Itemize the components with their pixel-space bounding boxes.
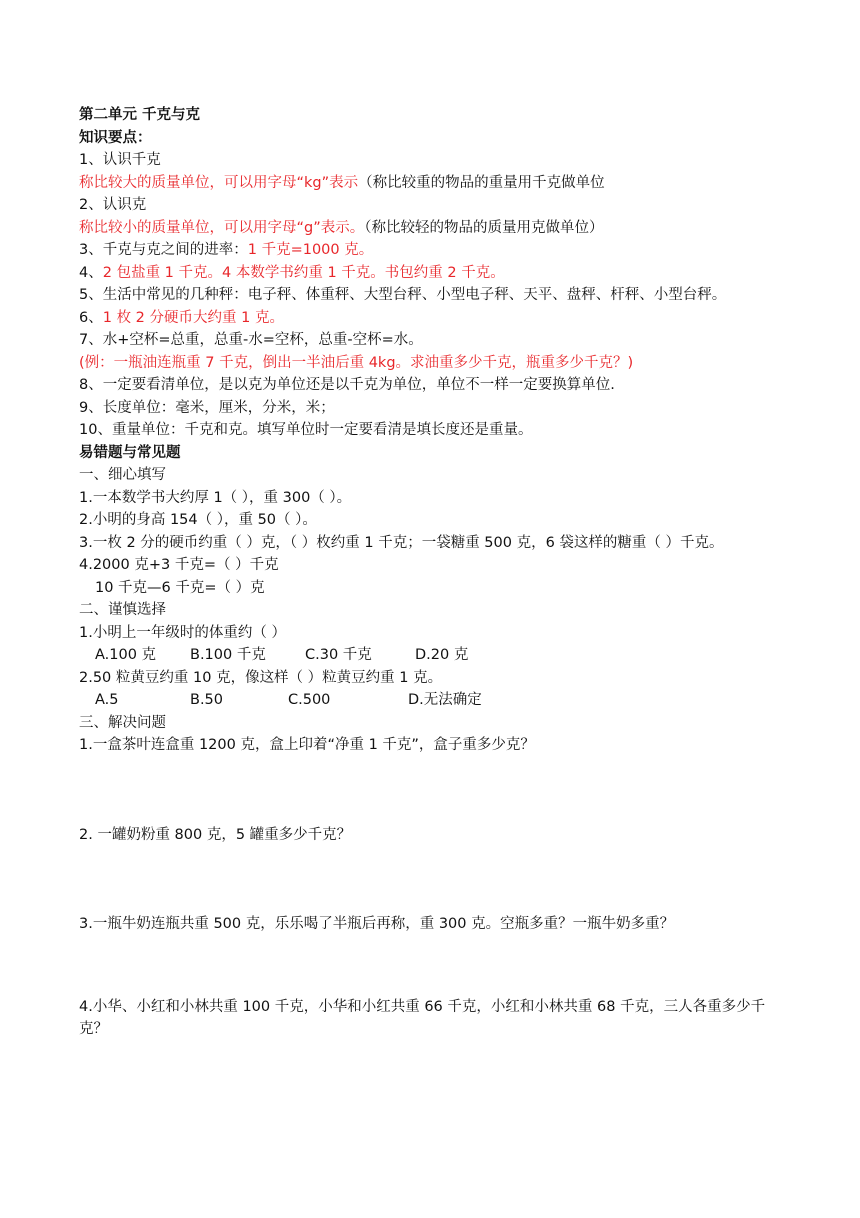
solve-question-4: 4.小华、小红和小林共重 100 千克，小华和小红共重 66 千克，小红和小林共重 68 千克，三人各重多少千克？ [79, 998, 766, 1037]
point-4-number: 4、 [79, 264, 103, 281]
unit-title: 第二单元 千克与克 [79, 107, 201, 123]
knowledge-point-9: 9、长度单位：毫米，厘米，分米，米； [79, 399, 335, 416]
g-note: （称比较轻的物品的质量用克做单位） [364, 219, 604, 236]
document-page [79, 104, 789, 1041]
knowledge-point-7-example: (例：一瓶油连瓶重 7 千克，倒出一半油后重 4kg。求油重多少千克，瓶重多少千克？) [79, 354, 634, 371]
g-definition: 称比较小的质量单位，可以用字母“g”表示。 [79, 219, 365, 236]
kg-note: （称比较重的物品的重量用千克做单位 [358, 174, 605, 191]
section-choice: 二、谨慎选择 [79, 602, 166, 618]
choice-1-option-a: A.100 克 [95, 647, 157, 663]
fill-question-3: 3.一枚 2 分的硬币约重（ ）克，（ ）枚约重 1 千克；一袋糖重 500 克，6 袋这样的糖重（ ）千克。 [79, 534, 724, 551]
point-6-number: 6、 [79, 309, 103, 326]
knowledge-point-6 [79, 307, 789, 330]
knowledge-point-2-detail [79, 217, 789, 240]
choice-question-2: 2.50 粒黄豆约重 10 克，像这样（ ）粒黄豆约重 1 克。 [79, 669, 443, 686]
choice-1-option-c: C.30 千克 [305, 647, 372, 663]
knowledge-heading: 知识要点： [79, 129, 152, 146]
choice-2-option-a: A.5 [95, 692, 119, 708]
conversion-label: 3、千克与克之间的进率： [79, 242, 248, 258]
fill-question-4b: 10 千克—6 千克=（ ）克 [95, 579, 265, 596]
choice-2-option-b: B.50 [190, 692, 224, 708]
knowledge-point-1: 1、认识千克 [79, 152, 161, 168]
choice-2-option-c: C.500 [288, 692, 331, 708]
knowledge-point-10: 10、重量单位：千克和克。填写单位时一定要看清是填长度还是重量。 [79, 422, 533, 438]
weight-examples: 2 包盐重 1 千克。4 本数学书约重 1 千克。书包约重 2 千克。 [102, 264, 505, 281]
knowledge-point-8: 8、一定要看清单位，是以克为单位还是以千克为单位，单位不一样一定要换算单位. [79, 377, 615, 393]
section-solve: 三、解决问题 [79, 714, 166, 731]
fill-question-2: 2.小明的身高 154（ ），重 50（ ）。 [79, 512, 317, 528]
solve-question-2: 2. 一罐奶粉重 800 克，5 罐重多少千克？ [79, 826, 352, 843]
knowledge-point-2: 2、认识克 [79, 197, 147, 213]
coin-weight: 1 枚 2 分硬币大约重 1 克。 [102, 309, 284, 326]
choice-1-option-b: B.100 千克 [190, 647, 266, 663]
choice-1-option-d: D.20 克 [415, 647, 469, 663]
knowledge-point-3 [79, 239, 789, 262]
choice-2-options [79, 689, 789, 712]
solve-question-3: 3.一瓶牛奶连瓶共重 500 克，乐乐喝了半瓶后再称，重 300 克。空瓶多重？一瓶牛奶多重？ [79, 916, 675, 932]
fill-question-4a: 4.2000 克+3 千克=（ ）千克 [79, 557, 279, 573]
fill-question-1: 1.一本数学书大约厚 1（ ），重 300（ ）。 [79, 489, 352, 506]
knowledge-point-4 [79, 262, 789, 285]
conversion-rate: 1 千克=1000 克。 [247, 242, 374, 258]
knowledge-point-5: 5、生活中常见的几种秤：电子秤、体重秤、大型台秤、小型电子秤、天平、盘秤、杆秤、小型台秤。 [79, 287, 727, 303]
solve-question-1: 1.一盒茶叶连盒重 1200 克，盒上印着“净重 1 千克”，盒子重多少克？ [79, 737, 535, 753]
exercises-heading: 易错题与常见题 [79, 444, 181, 461]
knowledge-point-1-detail [79, 172, 789, 195]
choice-question-1: 1.小明上一年级时的体重约（ ） [79, 624, 286, 641]
choice-2-option-d: D.无法确定 [408, 692, 482, 708]
choice-1-options [79, 644, 789, 667]
knowledge-point-7: 7、水+空杯=总重，总重-水=空杯，总重-空杯=水。 [79, 332, 423, 348]
kg-definition: 称比较大的质量单位，可以用字母“kg”表示 [79, 174, 359, 191]
section-fill-in: 一、细心填写 [79, 467, 166, 483]
